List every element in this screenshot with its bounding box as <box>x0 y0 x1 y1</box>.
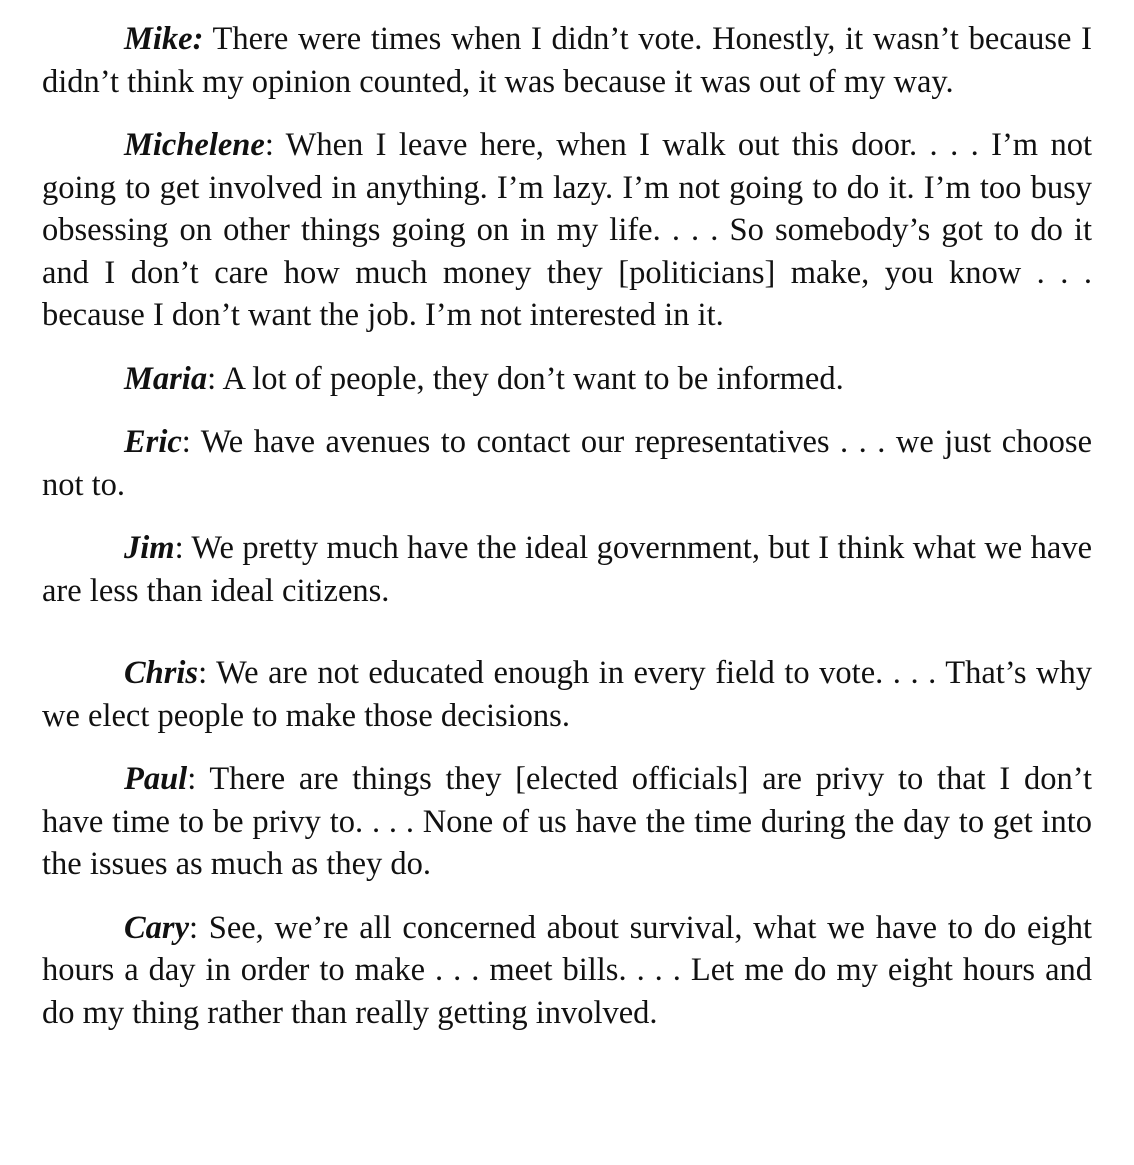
quote-text: : We are not educated enough in every field to vote. . . . That’s why we elect people to make those decisions. <box>42 655 1092 734</box>
quote-paragraph-michelene <box>42 124 1092 337</box>
speaker-name: Michelene <box>124 127 265 163</box>
speaker-name: Mike: <box>124 21 204 57</box>
speaker-name: Jim <box>124 530 175 566</box>
quote-paragraph-eric <box>42 421 1092 506</box>
quote-paragraph-cary <box>42 907 1092 1035</box>
quote-paragraph-mike <box>42 18 1092 103</box>
speaker-name: Maria <box>124 360 208 397</box>
quote-paragraph-jim <box>42 527 1092 612</box>
speaker-name: Cary <box>124 909 189 946</box>
quote-paragraph-paul <box>42 758 1092 886</box>
speaker-name: Paul <box>124 761 188 797</box>
quote-text: : See, we’re all concerned about survival, what we have to do eight hours a day in order to make . . . meet bills. . . . Let me do my eight hours and do my thing rather than really getting involved. <box>42 909 1092 1031</box>
quote-text: : When I leave here, when I walk out this door. . . . I’m not going to get involved in anything. I’m lazy. I’m not going to do it. I’m too busy obsessing on other things going on in my life. . . . So somebody’s got to do it and I don’t care how much money they [politicians] make, you know . . . because I don’t want the job. I’m not interested in it. <box>42 127 1092 333</box>
quote-paragraph-maria <box>42 358 1092 401</box>
speaker-name: Eric <box>124 424 182 460</box>
quote-text: : There are things they [elected officials] are privy to that I don’t have time to be privy to. . . . None of us have the time during the day to get into the issues as much as they do. <box>42 761 1092 882</box>
quote-text: There were times when I didn’t vote. Honestly, it wasn’t because I didn’t think my opinion counted, it was because it was out of my way. <box>42 21 1092 100</box>
quote-document <box>42 18 1092 1055</box>
quote-text: : We have avenues to contact our representatives . . . we just choose not to. <box>42 424 1092 503</box>
quote-text: : We pretty much have the ideal government, but I think what we have are less than ideal citizens. <box>42 530 1092 609</box>
quote-paragraph-chris <box>42 652 1092 737</box>
quote-text: : A lot of people, they don’t want to be informed. <box>207 360 844 397</box>
speaker-name: Chris <box>124 655 199 691</box>
